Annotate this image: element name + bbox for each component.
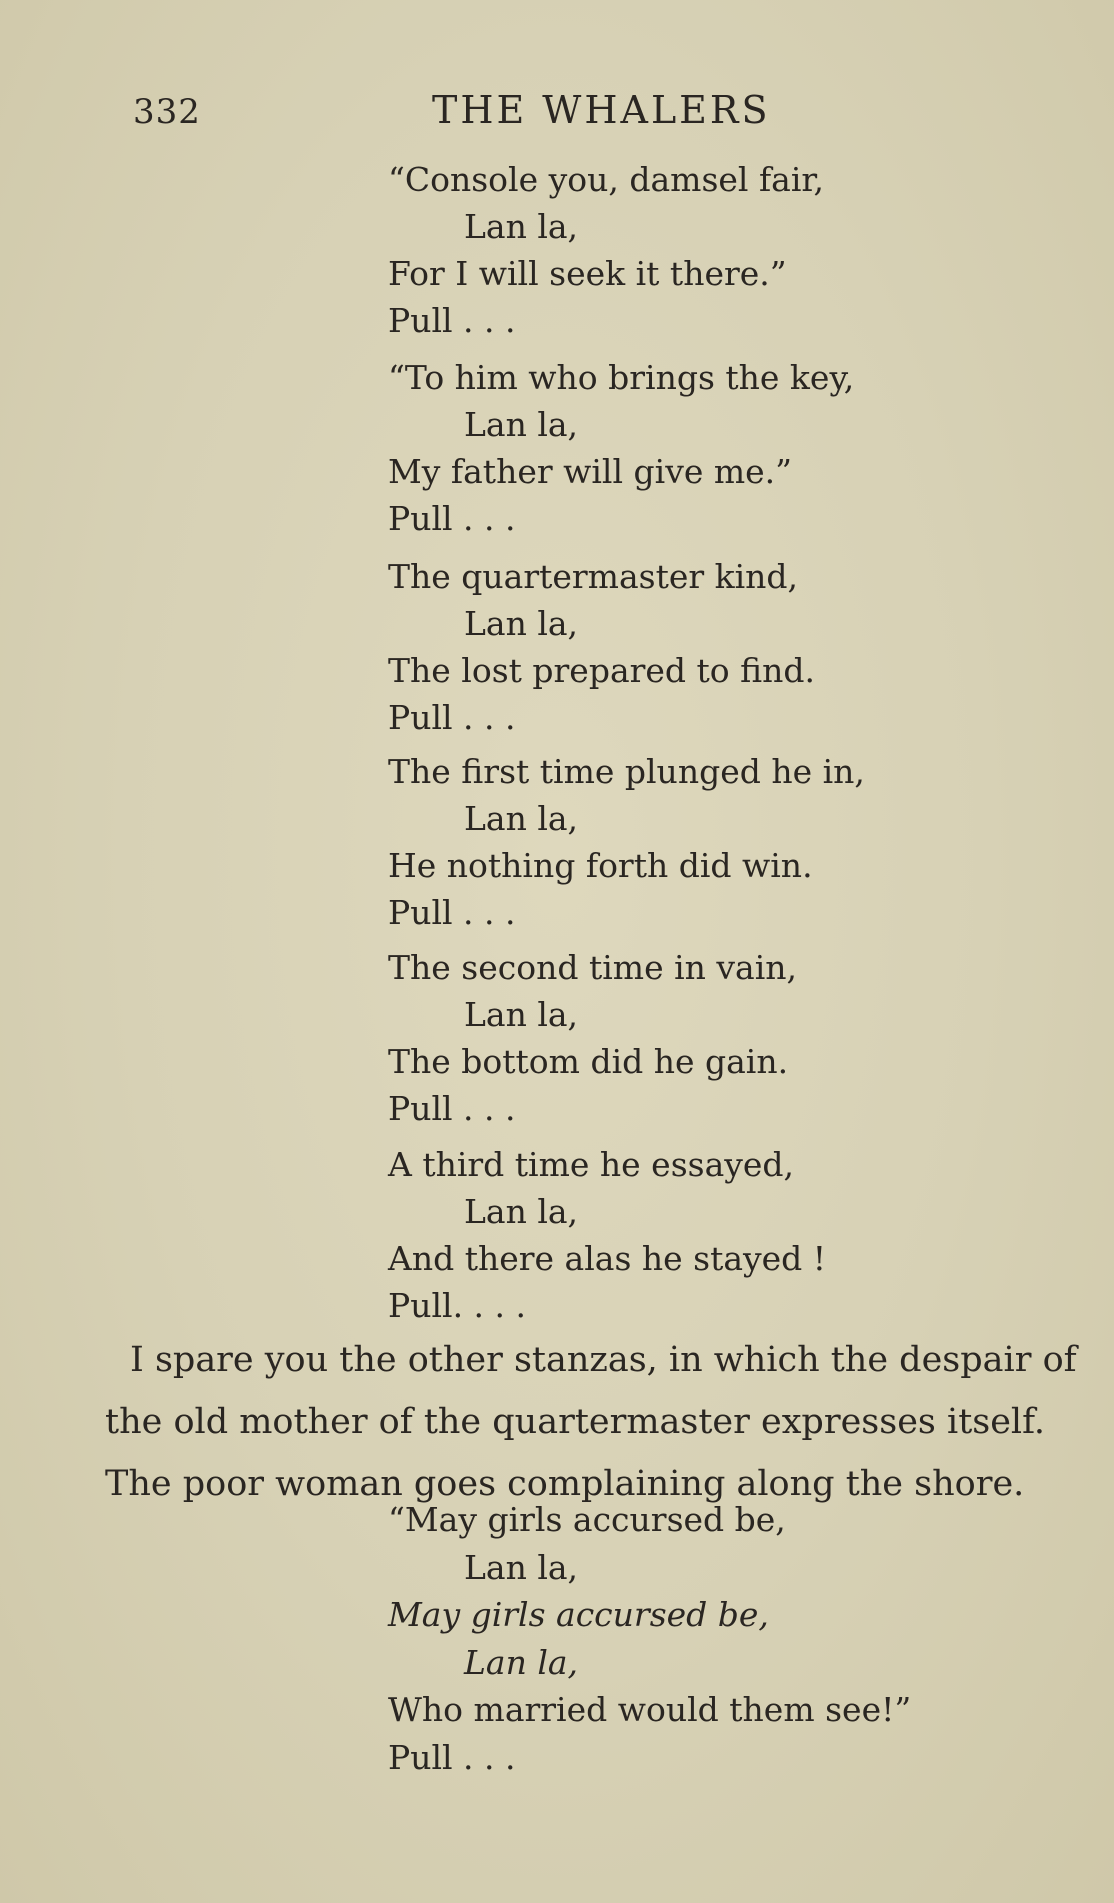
prose-line: The poor woman goes complaining along the shore. (105, 1464, 1025, 1504)
prose-line: the old mother of the quartermaster expresses itself. (105, 1402, 1045, 1442)
poem-line: Pull . . . (388, 499, 516, 538)
poem-line: The quartermaster kind, (388, 557, 799, 596)
poem-line: “May girls accursed be, (388, 1500, 786, 1539)
poem-line: Pull. . . . (388, 1286, 526, 1325)
poem-line: Lan la, (464, 1192, 579, 1231)
poem-line: May girls accursed be, (388, 1595, 769, 1634)
poem-line: He nothing forth did win. (388, 846, 813, 885)
poem-line: Pull . . . (388, 893, 516, 932)
poem-line: Pull . . . (388, 1738, 516, 1777)
poem-line: Lan la, (464, 405, 579, 444)
poem-line: The first time plunged he in, (388, 752, 865, 791)
poem-line: Lan la, (464, 207, 579, 246)
poem-line: And there alas he stayed ! (388, 1239, 827, 1278)
poem-line: Pull . . . (388, 1089, 516, 1128)
poem-line: A third time he essayed, (388, 1145, 795, 1184)
poem-line: For I will seek it there.” (388, 254, 787, 293)
poem-line: Pull . . . (388, 301, 516, 340)
poem-line: “Console you, damsel fair, (388, 160, 825, 199)
poem-line: Lan la, (464, 1643, 579, 1682)
running-title: THE WHALERS (432, 88, 771, 132)
poem-line: Pull . . . (388, 698, 516, 737)
poem-line: “To him who brings the key, (388, 358, 855, 397)
poem-line: The bottom did he gain. (388, 1042, 789, 1081)
poem-line: Lan la, (464, 995, 579, 1034)
poem-line: Lan la, (464, 1548, 579, 1587)
poem-line: Lan la, (464, 604, 579, 643)
poem-line: The lost prepared to find. (388, 651, 816, 690)
poem-line: Who married would them see!” (388, 1690, 912, 1729)
prose-line: I spare you the other stanzas, in which the despair of (130, 1340, 1077, 1380)
page-number: 332 (133, 92, 201, 132)
poem-line: My father will give me.” (388, 452, 793, 491)
page-header (0, 84, 1114, 134)
poem-line: Lan la, (464, 799, 579, 838)
poem-line: The second time in vain, (388, 948, 798, 987)
